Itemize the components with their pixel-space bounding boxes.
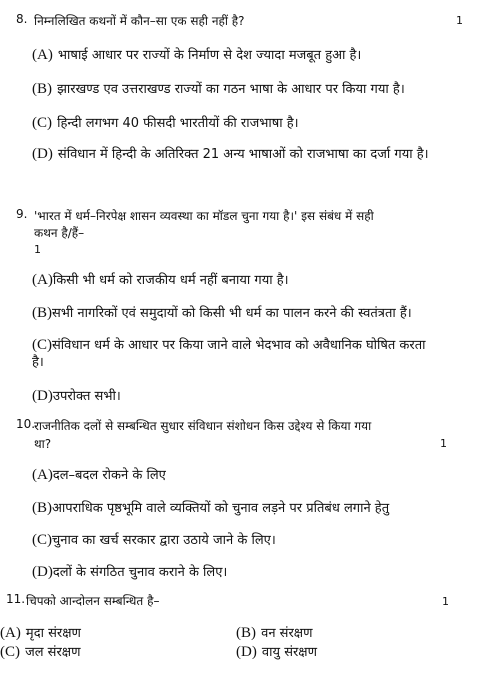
option-text: संविधान में हिन्दी के अतिरिक्त 21 अन्य भाषाओं को राजभाषा का दर्जा गया है। xyxy=(57,147,429,162)
option-text: दल–बदल रोकने के लिए xyxy=(52,468,166,483)
question-number: 8. xyxy=(16,12,28,26)
question-number: 9. xyxy=(16,207,28,221)
option-label: (A) xyxy=(32,467,53,483)
question-number: 11. xyxy=(6,592,26,606)
option-label: (D) xyxy=(236,644,257,660)
option-label: (D) xyxy=(32,146,53,162)
option-text: उपरोक्त सभी। xyxy=(52,389,121,404)
option-label: (B) xyxy=(32,305,52,321)
option-a xyxy=(32,464,166,484)
option-text: झारखण्ड एव उत्तराखण्ड राज्यों का गठन भाषा के आधार पर किया गया है। xyxy=(57,82,405,97)
option-label: (C) xyxy=(0,644,20,660)
option-text: जल संरक्षण xyxy=(25,645,81,660)
option-c xyxy=(32,112,299,132)
question-text: चिपको आन्दोलन सम्बन्धित है– xyxy=(26,594,160,608)
option-b xyxy=(32,78,405,98)
option-b xyxy=(32,302,412,322)
option-c-continuation: है। xyxy=(32,355,44,370)
option-d xyxy=(32,385,121,405)
question-text-line2: कथन है/हैं– xyxy=(34,226,85,240)
option-label: (A) xyxy=(0,625,21,641)
option-label: (B) xyxy=(236,625,256,641)
option-a xyxy=(32,269,289,289)
option-label: (D) xyxy=(32,388,53,404)
option-c xyxy=(32,529,276,549)
option-text: मृदा संरक्षण xyxy=(25,626,81,641)
question-marks: 1 xyxy=(440,437,447,450)
option-text: वायु संरक्षण xyxy=(261,645,318,660)
option-label: (B) xyxy=(32,81,52,97)
option-text: सभी नागरिकों एवं समुदायों को किसी भी धर्म का पालन करने की स्वतंत्रता हैं। xyxy=(52,306,412,321)
question-marks: 1 xyxy=(442,595,449,608)
question-text-line1: 'भारत में धर्म–निरपेक्ष शासन व्यवस्था का मॉडल चुना गया है।' इस संबंध में सही xyxy=(34,209,374,223)
option-text: संविधान धर्म के आधार पर किया जाने वाले भेदभाव को अवैधानिक घोषित करता xyxy=(52,338,426,353)
option-label: (A) xyxy=(32,47,53,63)
option-a xyxy=(0,622,81,642)
option-b xyxy=(32,497,389,517)
option-label: (C) xyxy=(32,532,52,548)
option-text: भाषाई आधार पर राज्यों के निर्माण से देश ज्यादा मजबूत हुआ है। xyxy=(57,48,362,63)
option-text: दलों के संगठित चुनाव कराने के लिए। xyxy=(52,565,228,580)
option-text: चुनाव का खर्च सरकार द्वारा उठाये जाने के लिए। xyxy=(52,533,276,548)
option-label: (C) xyxy=(32,115,52,131)
question-number: 10. xyxy=(16,417,36,431)
question-marks: 1 xyxy=(34,243,41,256)
option-c xyxy=(0,641,81,661)
option-label: (B) xyxy=(32,500,52,516)
option-d xyxy=(32,143,429,163)
option-text: हिन्दी लगभग 40 फीसदी भारतीयों की राजभाषा है। xyxy=(57,116,299,131)
option-d xyxy=(32,561,227,581)
question-text: निम्नलिखित कथनों में कौन–सा एक सही नहीं है? xyxy=(34,14,245,28)
option-d xyxy=(236,641,317,661)
option-text: वन संरक्षण xyxy=(261,626,313,641)
question-text-line1: राजनीतिक दलों से सम्बन्धित सुधार संविधान संशोधन किस उद्देश्य से किया गया xyxy=(34,419,372,433)
option-label: (C) xyxy=(32,337,52,353)
option-a xyxy=(32,44,361,64)
question-text-line2: था? xyxy=(34,437,52,451)
option-text: किसी भी धर्म को राजकीय धर्म नहीं बनाया गया है। xyxy=(52,273,289,288)
option-label: (D) xyxy=(32,564,53,580)
question-marks: 1 xyxy=(456,14,463,27)
option-text: आपराधिक पृष्ठभूमि वाले व्यक्तियों को चुनाव लड़ने पर प्रतिबंध लगाने हेतु xyxy=(52,501,390,516)
option-c xyxy=(32,334,426,354)
option-b xyxy=(236,622,313,642)
option-label: (A) xyxy=(32,272,53,288)
